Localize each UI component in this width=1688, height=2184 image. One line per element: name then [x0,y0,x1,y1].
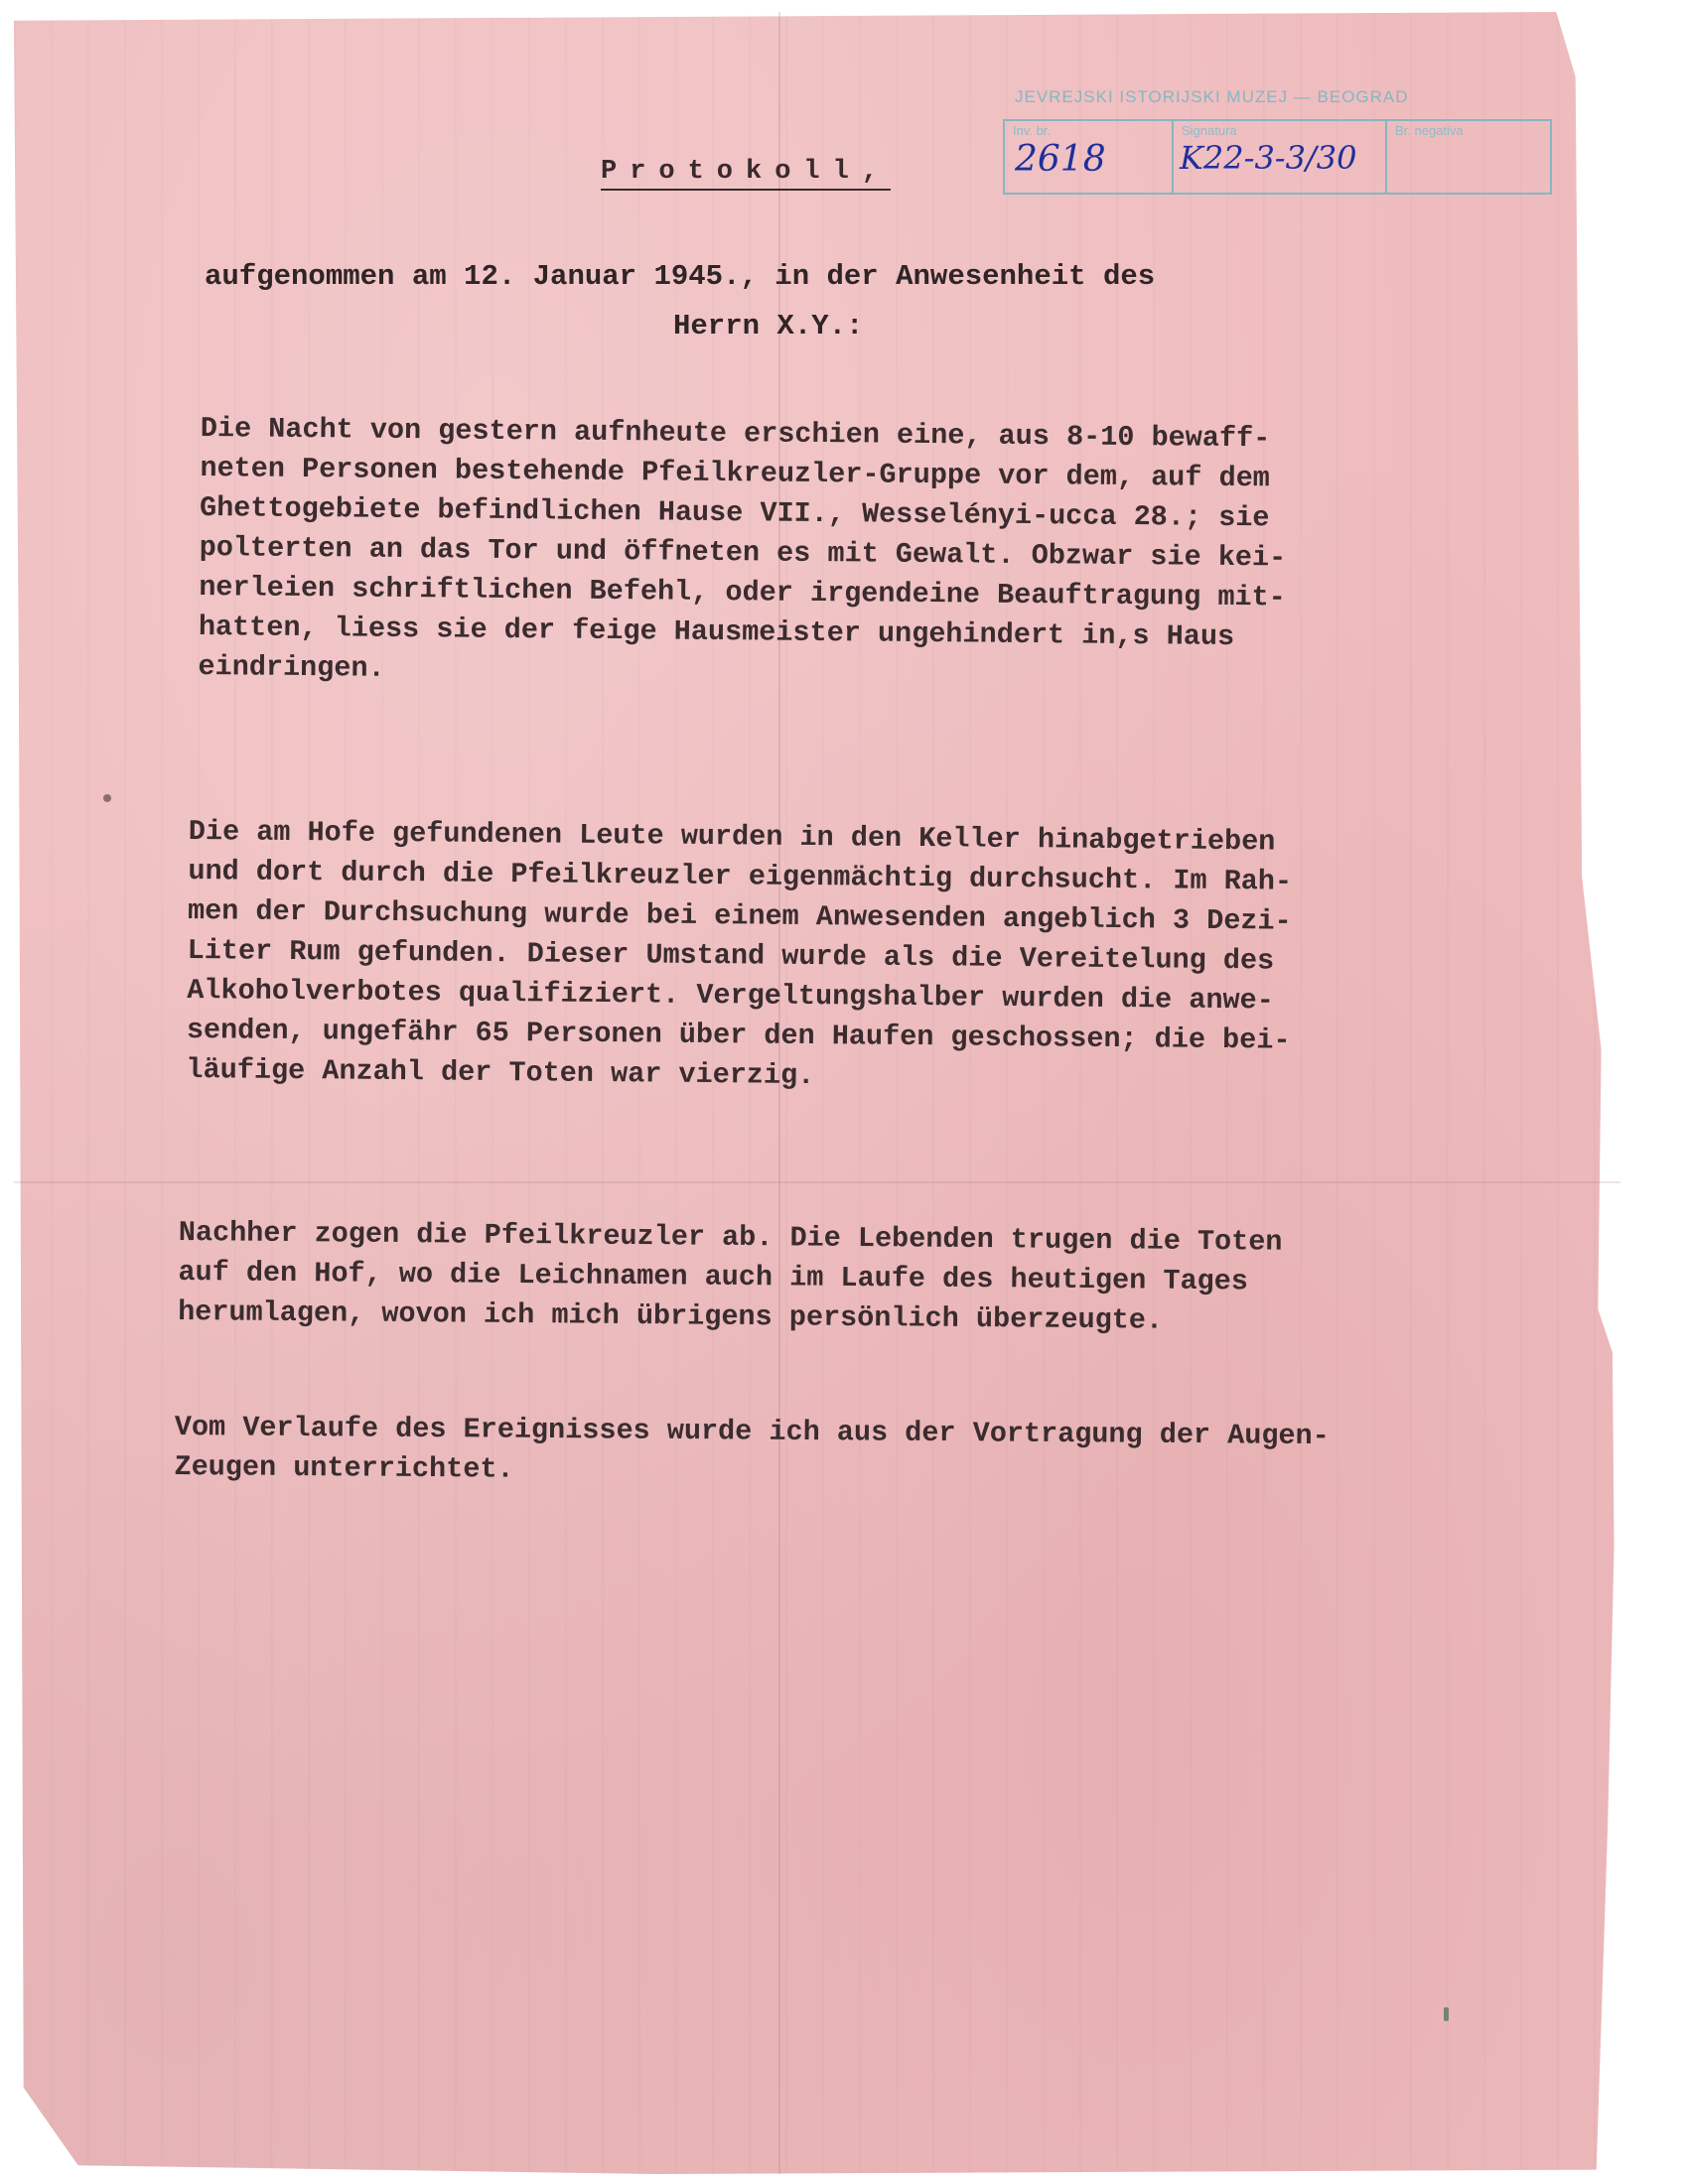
text-line: polterten an das Tor und öffneten es mit Gewalt. Obzwar sie kei- [199,530,1287,575]
paragraph-3 [178,1213,1283,1342]
text-line: herumlagen, wovon ich mich übrigens persönlich überzeugte. [177,1295,1164,1337]
text-line: Zeugen unterrichtet. [174,1449,514,1486]
text-line: men der Durchsuchung wurde bei einem Anwesenden angeblich 3 Dezi- [187,893,1292,938]
text-line: hatten, liess sie der feige Hausmeister ungehindert in,s Haus [198,610,1235,654]
stamp-cell-signature [1174,121,1387,193]
text-line: Alkoholverbotes qualifiziert. Vergeltungshalber wurden die anwe- [187,973,1274,1018]
archive-stamp [1003,77,1554,197]
intro-line-1: aufgenommen am 12. Januar 1945., in der Anwesenheit des [205,260,1156,293]
text-line: neten Personen bestehende Pfeilkreuzler-Gruppe vor dem, auf dem [200,451,1271,495]
text-line: Ghettogebiete befindlichen Hause VII., Wesselényi-ucca 28.; sie [199,490,1270,535]
ink-speck [1444,2007,1449,2021]
stamp-cell-inventory [1005,121,1174,193]
stamp-box [1003,119,1552,195]
text-line: Die am Hofe gefundenen Leute wurden in den Keller hinabgetrieben [188,814,1276,859]
ink-speck [103,794,111,802]
document-title: Protokoll, [601,157,891,191]
text-line: senden, ungefähr 65 Personen über den Haufen geschossen; die bei- [186,1013,1291,1057]
text-line: Die Nacht von gestern aufnheute erschien eine, aus 8-10 bewaff- [200,411,1271,456]
text-line: und dort durch die Pfeilkreuzler eigenmächtig durchsucht. Im Rah- [188,854,1293,898]
paragraph-4 [174,1408,1330,1496]
text-line: Nachher zogen die Pfeilkreuzler ab. Die Lebenden trugen die Toten [178,1215,1283,1259]
stamp-cell-label: Br. negativa [1395,123,1464,138]
stamp-title: JEVREJSKI ISTORIJSKI MUZEJ — BEOGRAD [1015,87,1409,106]
stamp-cell-label: Inv. br. [1013,123,1052,138]
text-line: Vom Verlaufe des Ereignisses wurde ich aus der Vortragung der Augen- [174,1410,1330,1453]
text-line: Liter Rum gefunden. Dieser Umstand wurde als die Vereitelung des [187,933,1275,978]
paragraph-2 [186,812,1292,1101]
paragraph-1 [198,409,1287,697]
text-line: eindringen. [198,649,385,685]
intro-line-2: Herrn X.Y.: [673,310,864,342]
text-line: läufige Anzahl der Toten war vierzig. [186,1052,815,1093]
text-line: nerleien schriftlichen Befehl, oder irgendeine Beauftragung mit- [199,570,1286,614]
inventory-number: 2618 [1015,139,1106,180]
stamp-cell-negative [1387,121,1550,193]
stamp-cell-label: Signatura [1182,123,1237,138]
text-line: auf den Hof, wo die Leichnamen auch im Laufe des heutigen Tages [178,1255,1249,1298]
fold-crease-horizontal [14,1181,1620,1183]
signature-number: K22-3-3/30 [1180,139,1357,177]
